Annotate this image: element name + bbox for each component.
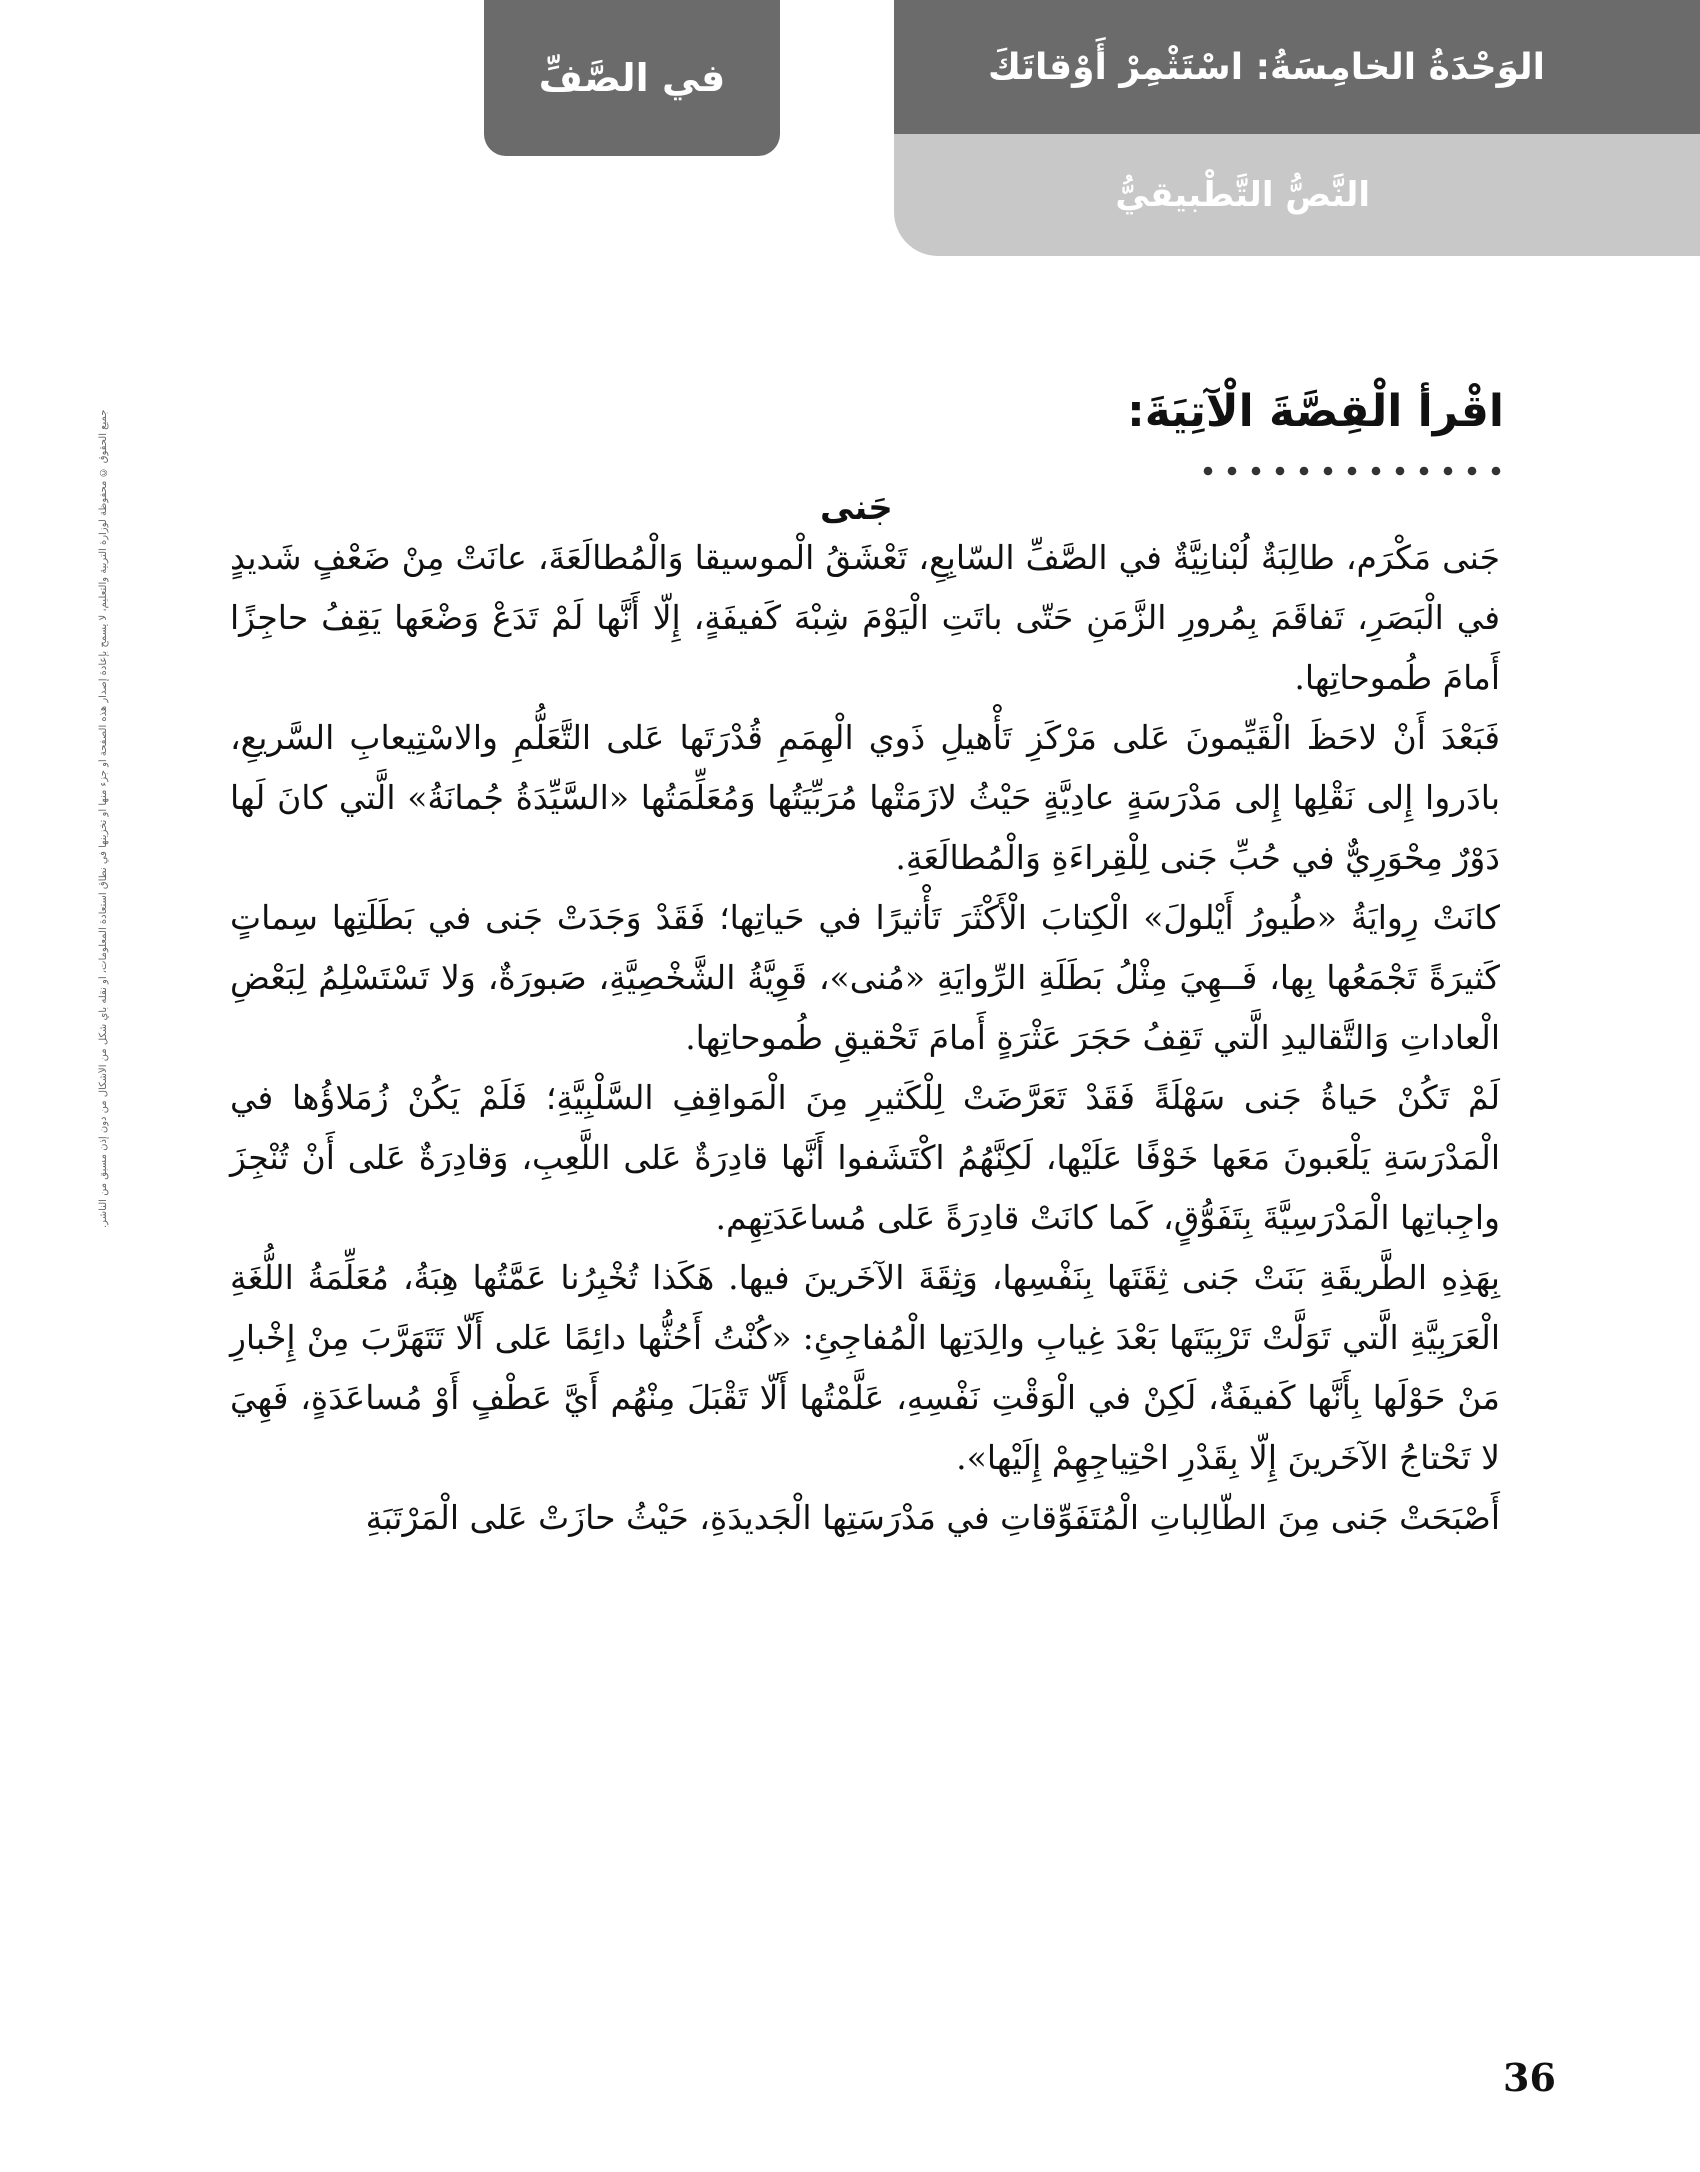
story-paragraph: فَبَعْدَ أَنْ لاحَظَ الْقَيِّمونَ عَلى مَرْكَزِ تَأْهيلِ ذَوي الْهِمَمِ قُدْرَتَها عَلى التَّعَلُّمِ والاسْتِيعابِ السَّريعِ، بادَروا إِلى نَقْلِها إِلى مَدْرَسَةٍ عادِيَّةٍ حَيْثُ لازَمَتْها مُرَبِّيَتُها وَمُعَلِّمَتُها «السَّيِّدَةُ جُمانَةُ» الَّتي كانَ لَها دَوْرٌ مِحْوَرِيٌّ في حُبِّ جَنى لِلْقِراءَةِ وَالْمُطالَعَةِ. (230, 718, 1500, 877)
copyright-side-note: جميع الحقوق © محفوظة لوزارة التربية والتعليم، لا يسمح بإعادة إصدار هذه الصفحة أو جزء منها أو تخزينها في نطاق استعادة المعلومات، أو نقله بأي شكل من الأشكال من دون إذن مسبق من الناشر. (98, 410, 109, 1229)
story-body (230, 528, 1500, 1548)
unit-title: الوَحْدَةُ الخامِسَةُ: اسْتَثْمِرْ أَوْقاتَكَ (988, 46, 1545, 88)
unit-header (894, 0, 1700, 256)
story-paragraph: بِهَذِهِ الطَّريقَةِ بَنَتْ جَنى ثِقَتَها بِنَفْسِها، وَثِقَةَ الآخَرينَ فيها. هَكَذا تُخْبِرُنا عَمَّتُها هِبَةُ، مُعَلِّمَةُ اللُّغَةِ الْعَرَبِيَّةِ الَّتي تَوَلَّتْ تَرْبِيَتَها بَعْدَ غِيابِ والِدَتِها الْمُفاجِئِ: «كُنْتُ أَحُثُّها دائِمًا عَلى أَلّا تَتَهَرَّبَ مِنْ إِخْبارِ مَنْ حَوْلَها بِأَنَّها كَفيفَةٌ، لَكِنْ في الْوَقْتِ نَفْسِهِ، عَلَّمْتُها أَلّا تَقْبَلَ مِنْهُم أَيَّ عَطْفٍ أَوْ مُساعَدَةٍ، فَهِيَ لا تَحْتاجُ الآخَرينَ إِلّا بِقَدْرِ احْتِياجِهِمْ إِلَيْها». (230, 1258, 1500, 1477)
dotted-divider (1196, 464, 1502, 478)
in-class-tab (484, 0, 780, 156)
story-paragraph: كانَتْ رِوايَةُ «طُيورُ أَيْلولَ» الْكِتابَ الْأَكْثَرَ تَأْثيرًا في حَياتِها؛ فَقَدْ وَجَدَتْ جَنى في بَطَلَتِها سِماتٍ كَثيرَةً تَجْمَعُها بِها، فَــهِيَ مِثْلُ بَطَلَةِ الرِّوايَةِ «مُنى»، قَوِيَّةُ الشَّخْصِيَّةِ، صَبورَةٌ، وَلا تَسْتَسْلِمُ لِبَعْضِ الْعاداتِ وَالتَّقاليدِ الَّتي تَقِفُ حَجَرَ عَثْرَةٍ أَمامَ تَحْقيقِ طُموحاتِها. (230, 898, 1500, 1057)
unit-title-bar (894, 0, 1700, 134)
story-paragraph: أَصْبَحَتْ جَنى مِنَ الطّالِباتِ الْمُتَفَوِّقاتِ في مَدْرَسَتِها الْجَديدَةِ، حَيْثُ حازَتْ عَلى الْمَرْتَبَةِ (365, 1498, 1500, 1537)
story-title: جَنى (820, 488, 893, 528)
section-title: النَّصُّ التَّطْبيقيُّ (1115, 175, 1370, 215)
story-paragraph: لَمْ تَكُنْ حَياةُ جَنى سَهْلَةً فَقَدْ تَعَرَّضَتْ لِلْكَثيرِ مِنَ الْمَواقِفِ السَّلْبِيَّةِ؛ فَلَمْ يَكُنْ زُمَلاؤُها في الْمَدْرَسَةِ يَلْعَبونَ مَعَها خَوْفًا عَلَيْها، لَكِنَّهُمُ اكْتَشَفوا أَنَّها قادِرَةٌ عَلى اللَّعِبِ، وَقادِرَةٌ عَلى أَنْ تُنْجِزَ واجِباتِها الْمَدْرَسِيَّةَ بِتَفَوُّقٍ، كَما كانَتْ قادِرَةً عَلى مُساعَدَتِهِم. (230, 1078, 1500, 1237)
in-class-tab-label: في الصَّفِّ (538, 56, 726, 100)
story-paragraph: جَنى مَكْرَم، طالِبَةٌ لُبْنانِيَّةٌ في الصَّفِّ السّابِعِ، تَعْشَقُ الْموسيقا وَالْمُطالَعَةَ، عانَتْ مِنْ ضَعْفٍ شَديدٍ في الْبَصَرِ، تَفاقَمَ بِمُرورِ الزَّمَنِ حَتّى باتَتِ الْيَوْمَ شِبْهَ كَفيفَةٍ، إِلّا أَنَّها لَمْ تَدَعْ وَضْعَها يَقِفُ حاجِزًا أَمامَ طُموحاتِها. (230, 538, 1500, 697)
reading-instruction: اقْرأ الْقِصَّةَ الْآتِيَةَ: (1127, 386, 1504, 437)
section-title-bar (894, 134, 1700, 256)
page-number: 36 (1503, 2055, 1556, 2100)
